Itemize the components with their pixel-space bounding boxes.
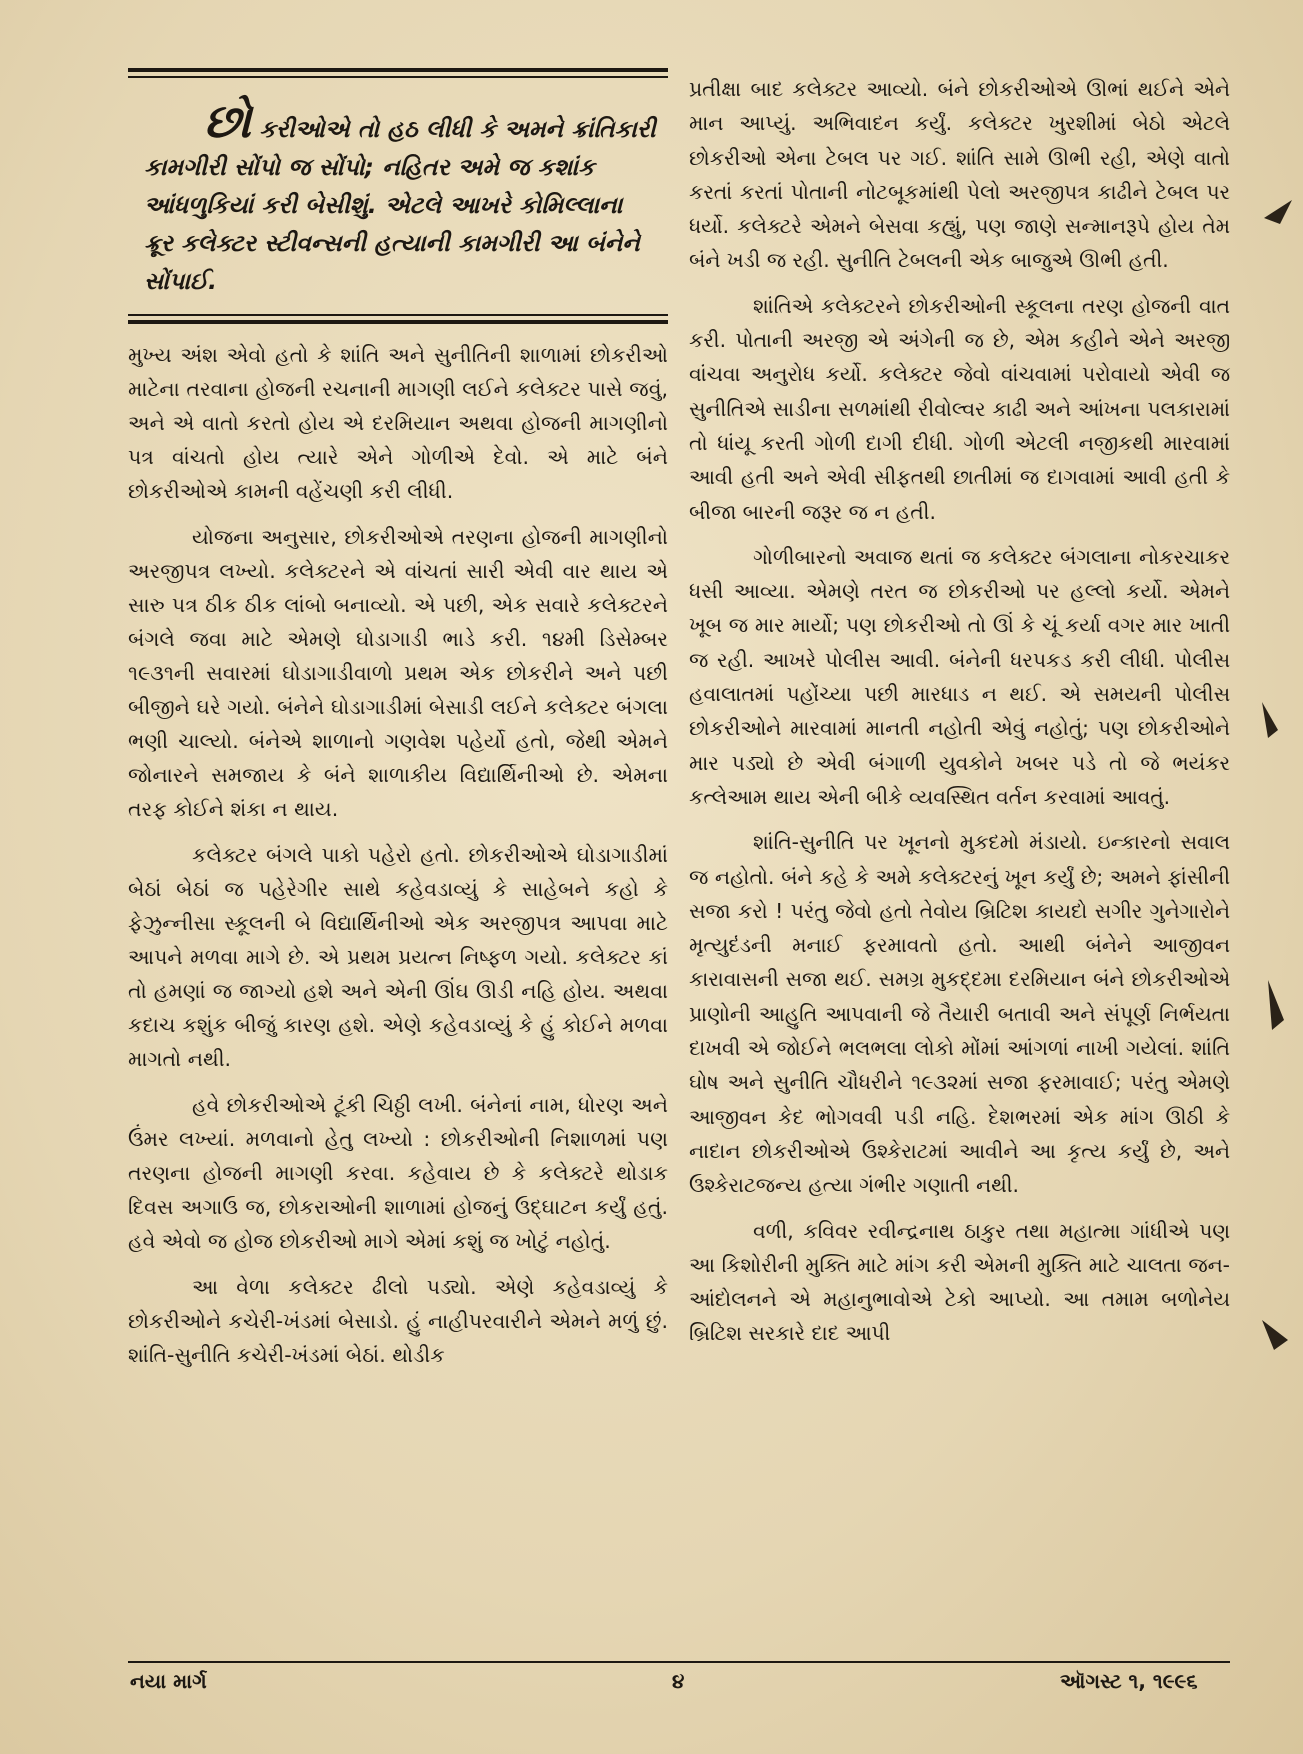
paragraph: યોજના અનુસાર, છોકરીઓએ તરણના હોજની માગણીનો અરજીપત્ર લખ્યો. કલેક્ટરને એ વાંચતાં સારી એવી વાર થાય એ સારુ પત્ર ઠીક ઠીક લાંબો બનાવ્યો. એ પછી, એક સવારે કલેક્ટરને બંગલે જવા માટે એમણે ઘોડાગાડી ભાડે કરી. ૧૪મી ડિસેમ્બર ૧૯૩૧ની સવારમાં ઘોડાગાડીવાળો પ્રથમ એક છોકરીને અને પછી બીજીને ઘરે ગયો. બંનેને ઘોડાગાડીમાં બેસાડી લઈને કલેક્ટર બંગલા ભણી ચાલ્યો. બંનેએ શાળાનો ગણવેશ પહેર્યો હતો, જેથી એમને જોનારને સમજાય કે બંને શાળાકીય વિદ્યાર્થિનીઓ છે. એમના તરફ કોઈને શંકા ન થાય. <box>128 525 668 821</box>
pullquote-top-rule <box>128 68 668 78</box>
paragraph: મુખ્ય અંશ એવો હતો કે શાંતિ અને સુનીતિની શાળામાં છોકરીઓ માટેના તરવાના હોજની રચનાની માગણી લઈને કલેક્ટર પાસે જવું, અને એ વાતો કરતો હોય એ દરમિયાન અથવા હોજની માગણીનો પત્ર વાંચતો હોય ત્યારે એને ગોળીએ દેવો. એ માટે બંને છોકરીઓએ કામની વહેંચણી કરી લીધી. <box>128 343 668 503</box>
paragraph: વળી, કવિવર રવીન્દ્રનાથ ઠાકુર તથા મહાત્મા ગાંધીએ પણ આ કિશોરીની મુક્તિ માટે માંગ કરી એમની મુક્તિ માટે ચાલતા જન-આંદોલનને એ મહાનુભાવોએ ટેકો આપ્યો. આ તમામ બળોનેય બ્રિટિશ સરકારે દાદ આપી <box>689 1218 1230 1346</box>
footer-rule <box>128 1661 1230 1663</box>
paragraph: શાંતિએ કલેક્ટરને છોકરીઓની સ્કૂલના તરણ હોજની વાત કરી. પોતાની અરજી એ અંગેની જ છે, એમ કહીને એને અરજી વાંચવા અનુરોધ કર્યો. કલેક્ટર જેવો વાંચવામાં પરોવાયો એવી જ સુનીતિએ સાડીના સળમાંથી રીવોલ્વર કાઢી અને આંખના પલકારામાં તો ધાંયૂ કરતી ગોળી દાગી દીધી. ગોળી એટલી નજીકથી મારવામાં આવી હતી અને એવી સીફતથી છાતીમાં જ દાગવામાં આવી હતી કે બીજા બારની જરૂર જ ન હતી. <box>689 293 1230 524</box>
paragraph: આ વેળા કલેક્ટર ઢીલો પડ્યો. એણે કહેવડાવ્યું કે છોકરીઓને કચેરી-ખંડમાં બેસાડો. હું નાહીપરવારીને એમને મળું છું. શાંતિ-સુનીતિ કચેરી-ખંડમાં બેઠાં. થોડીક <box>128 1275 668 1367</box>
footer-magazine-name: નયા માર્ગ <box>130 1669 207 1693</box>
footer-page-number: ૪ <box>672 1669 685 1693</box>
left-column <box>128 68 668 1384</box>
paragraph: હવે છોકરીઓએ ટૂંકી ચિઠ્ઠી લખી. બંનેનાં નામ, ધોરણ અને ઉંમર લખ્યાં. મળવાનો હેતુ લખ્યો : છોકરીઓની નિશાળમાં પણ તરણના હોજની માગણી કરવા. કહેવાય છે કે કલેક્ટરે થોડાક દિવસ અગાઉ જ, છોકરાઓની શાળામાં હોજનું ઉદ્ઘાટન કર્યું હતું. હવે એવો જ હોજ છોકરીઓ માગે એમાં કશું જ ખોટું નહોતું. <box>128 1093 668 1253</box>
paragraph: પ્રતીક્ષા બાદ કલેક્ટર આવ્યો. બંને છોકરીઓએ ઊભાં થઈને એને માન આપ્યું. અભિવાદન કર્યું. કલેક્ટર ખુરશીમાં બેઠો એટલે છોકરીઓ એના ટેબલ પર ગઈ. શાંતિ સામે ઊભી રહી, એણે વાતો કરતાં કરતાં પોતાની નોટબૂકમાંથી પેલો અરજીપત્ર કાઢીને ટેબલ પર ધર્યો. કલેક્ટરે એમને બેસવા કહ્યું, પણ જાણે સન્માનરૂપે હોય તેમ બંને ખડી જ રહી. સુનીતિ ટેબલની એક બાજુએ ઊભી હતી. <box>689 77 1230 273</box>
torn-edge-marks <box>1262 190 1302 1490</box>
paragraph: કલેક્ટર બંગલે પાકો પહેરો હતો. છોકરીઓએ ઘોડાગાડીમાં બેઠાં બેઠાં જ પહેરેગીર સાથે કહેવડાવ્યું કે સાહેબને કહો કે ફેઝુન્નીસા સ્કૂલની બે વિદ્યાર્થિનીઓ એક અરજીપત્ર આપવા માટે આપને મળવા માગે છે. એ પ્રથમ પ્રયત્ન નિષ્ફળ ગયો. કલેક્ટર કાં તો હમણાં જ જાગ્યો હશે અને એની ઊંઘ ઊડી નહિ હોય. અથવા કદાચ કશુંક બીજું કારણ હશે. એણે કહેવડાવ્યું કે હું કોઈને મળવા માગતો નથી. <box>128 843 668 1071</box>
paragraph: ગોળીબારનો અવાજ થતાં જ કલેક્ટર બંગલાના નોકરચાકર ધસી આવ્યા. એમણે તરત જ છોકરીઓ પર હલ્લો કર્યો. એમને ખૂબ જ માર માર્યો; પણ છોકરીઓ તો ઊં કે ચૂં કર્યા વગર માર ખાતી જ રહી. આખરે પોલીસ આવી. બંનેની ધરપકડ કરી લીધી. પોલીસ હવાલાતમાં પહોંચ્યા પછી મારધાડ ન થઈ. એ સમયની પોલીસ છોકરીઓને મારવામાં માનતી નહોતી એવું નહોતું; પણ છોકરીઓને માર પડ્યો છે એવી બંગાળી યુવકોને ખબર પડે તો જે ભયંકર કત્લેઆમ થાય એની બીકે વ્યવસ્થિત વર્તન કરવામાં આવતું. <box>689 544 1230 809</box>
paragraph: શાંતિ-સુનીતિ પર ખૂનનો મુકદમો મંડાયો. ઇન્કારનો સવાલ જ નહોતો. બંને કહે કે અમે કલેક્ટરનું ખૂન કર્યું છે; અમને ફાંસીની સજા કરો ! પરંતુ જેવો હતો તેવોય બ્રિટિશ કાયદો સગીર ગુનેગારોને મૃત્યુદંડની મનાઈ ફરમાવતો હતો. આથી બંનેને આજીવન કારાવાસની સજા થઈ. સમગ્ર મુકદ્દમા દરમિયાન બંને છોકરીઓએ પ્રાણોની આહુતિ આપવાની જે તૈયારી બતાવી અને સંપૂર્ણ નિર્ભયતા દાખવી એ જોઈને ભલભલા લોકો મોંમાં આંગળાં નાખી ગયેલાં. શાંતિ ઘોષ અને સુનીતિ ચૌધરીને ૧૯૩૨માં સજા ફરમાવાઈ; પરંતુ એમણે આજીવન કેદ ભોગવવી પડી નહિ. દેશભરમાં એક માંગ ઊઠી કે નાદાન છોકરીઓએ ઉશ્કેરાટમાં આવીને આ કૃત્ય કર્યું છે, અને ઉશ્કેરાટજન્ય હત્યા ગંભીર ગણાતી નથી. <box>689 830 1230 1198</box>
pullquote-dropcap: છો <box>204 94 252 148</box>
pullquote <box>128 78 668 314</box>
right-column <box>689 72 1230 1362</box>
pullquote-bottom-rule <box>128 314 668 324</box>
pullquote-text: કરીઓએ તો હઠ લીધી કે અમને ક્રાંતિકારી કામગીરી સોંપો જ સોંપો; નહિતર અમે જ કશાંક આંધળુકિયાં કરી બેસીશું. એટલે આખરે કોમિલ્લાના ક્રૂર કલેક્ટર સ્ટીવન્સની હત્યાની કામગીરી આ બંનેને સોંપાઈ. <box>144 115 656 295</box>
footer-date: ઑગસ્ટ ૧, ૧૯૯૬ <box>1060 1669 1198 1693</box>
